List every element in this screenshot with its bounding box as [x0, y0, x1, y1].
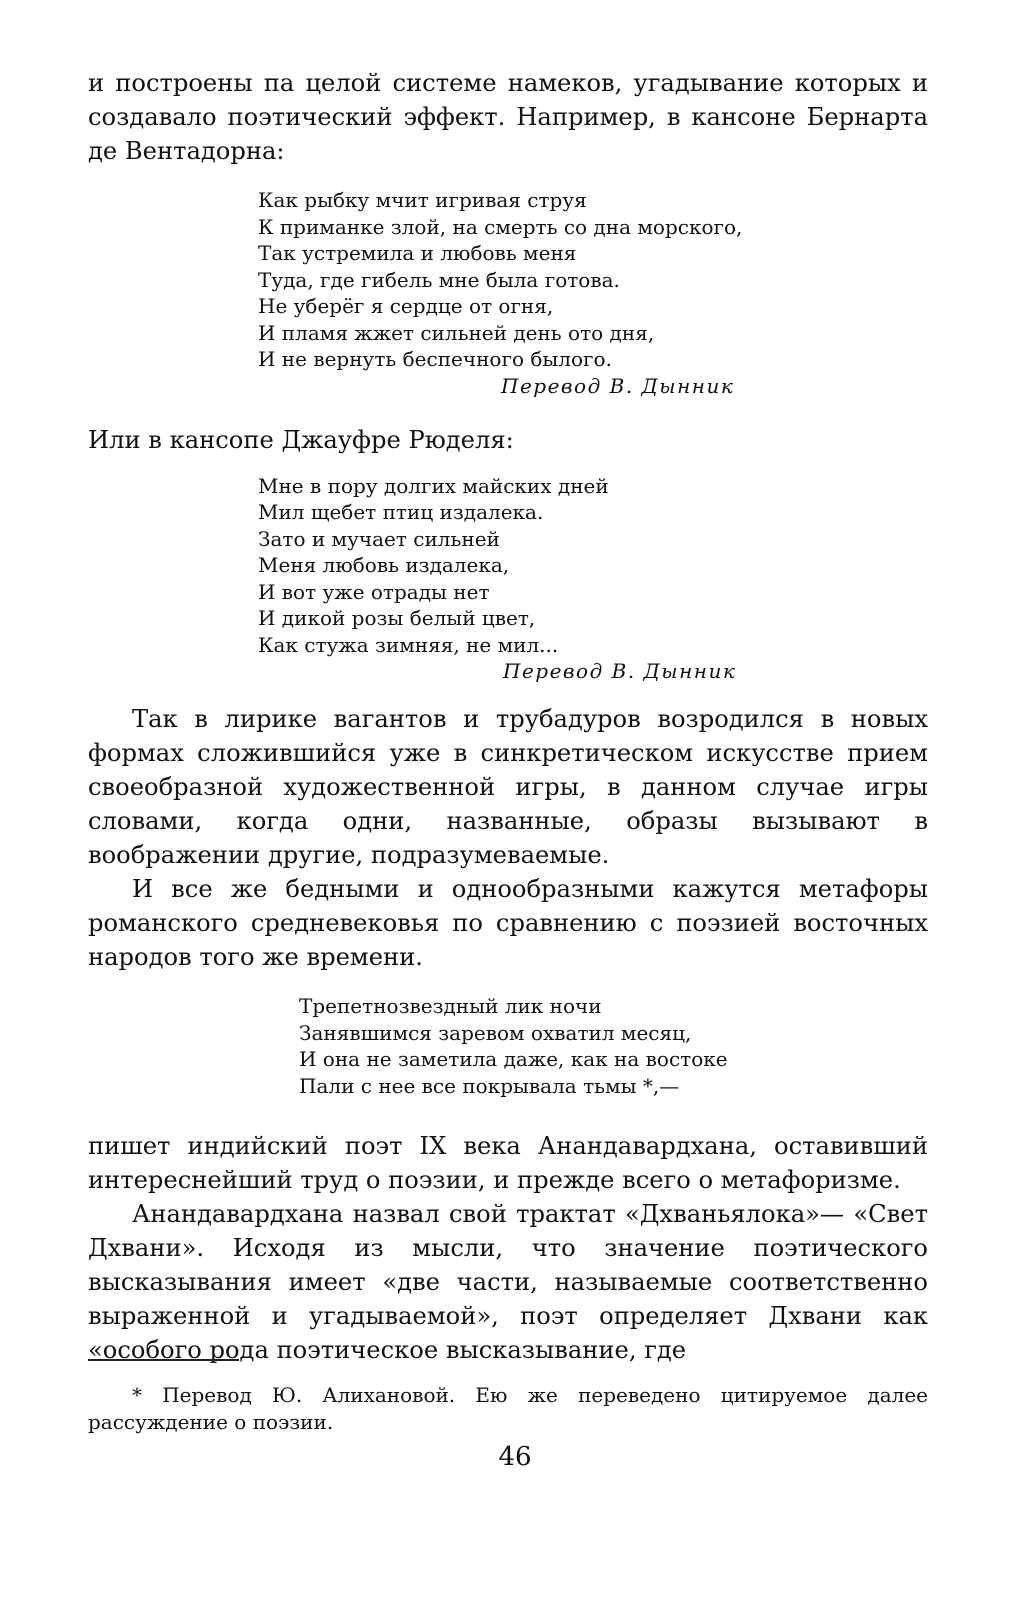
intro-paragraph-2: Или в кансопе Джауфре Рюделя: — [88, 425, 514, 454]
verse-line: Так устремила и любовь меня — [258, 241, 577, 265]
body-paragraph: пишет индийский поэт IX века Анандавардхана, оставивший интереснейший труд о поэзии, и прежде всего о метафоризме. — [88, 1132, 928, 1194]
verse-line: Не уберёг я сердце от огня, — [258, 294, 554, 318]
body-paragraph: Так в лирике вагантов и трубадуров возродился в новых формах сложившийся уже в синкретическом искусстве прием своеобразной художественной игры, в данном случае игры словами, когда одни, названные, образы вызывают в воображении другие, подразумеваемые. — [88, 705, 928, 869]
verse-line: Зато и мучает сильней — [258, 526, 500, 551]
verse-line: Туда, где гибель мне была готова. — [258, 267, 620, 292]
verse-line: И пламя жжет сильней день ото дня, — [258, 320, 655, 345]
verse-line: И не вернуть беспечного былого. — [258, 347, 612, 371]
verse-line: Трепетнозвездный лик ночи — [299, 994, 602, 1018]
verse-line: Мне в пору долгих майских дней — [258, 473, 609, 498]
translator-attribution: Перевод В. Дынник — [501, 373, 735, 398]
body-paragraph: И все же бедными и однообразными кажутся метафоры романского средневековья по сравнению с поэзией восточных народов того же времени. — [88, 875, 928, 971]
verse-line: К приманке злой, на смерть со дна морского, — [258, 214, 743, 239]
page-body — [88, 66, 928, 1367]
body-paragraph: Анандавардхана назвал свой трактат «Дхваньялока»— «Свет Дхвани». Исходя из мысли, что значение поэтического высказывания имеет «две части, называемые соответственно выраженной и угадываемой», поэт определяет Дхвани как «особого рода поэтическое высказывание, где — [88, 1200, 928, 1364]
verse-line: И вот уже отрады нет — [258, 579, 490, 604]
verse-line: Как стужа зимняя, не мил... — [258, 632, 559, 657]
verse-jaufre — [258, 473, 928, 685]
verse-line: Меня любовь издалека, — [258, 553, 510, 577]
intro-paragraph: и построены па целой системе намеков, угадывание которых и создавало поэтический эффект. Например, в кансоне Бернарта де Вентадорна: — [88, 69, 928, 165]
verse-line: И она не заметила даже, как на востоке — [299, 1047, 728, 1071]
verse-line: Занявшимся заревом охватил месяц, — [299, 1020, 692, 1045]
verse-line: Как рыбку мчит игривая струя — [258, 188, 587, 212]
page-number: 46 — [498, 1442, 532, 1472]
translator-attribution: Перевод В. Дынник — [503, 659, 737, 683]
footnote: * Перевод Ю. Алихановой. Ею же переведено цитируемое далее рассуждение о поэзии. — [88, 1383, 928, 1434]
footnote-divider — [88, 1359, 239, 1361]
verse-line: И дикой розы белый цвет, — [258, 606, 536, 630]
verse-bernart — [258, 187, 928, 399]
verse-anandavardhana — [299, 993, 928, 1099]
verse-line: Мил щебет птиц издалека. — [258, 500, 544, 524]
verse-line: Пали с нее все покрывала тьмы *,— — [299, 1073, 680, 1098]
